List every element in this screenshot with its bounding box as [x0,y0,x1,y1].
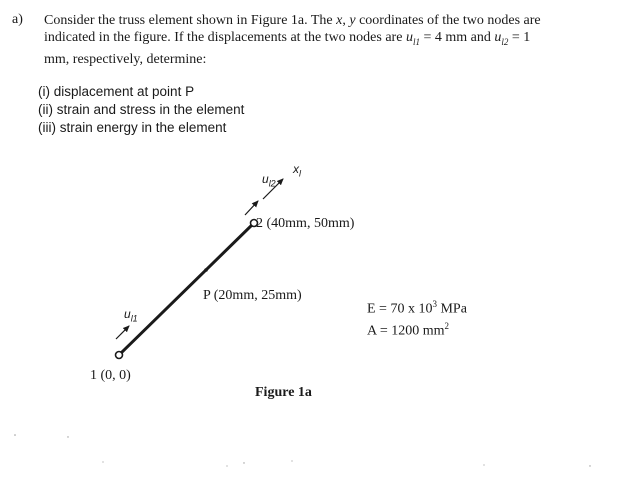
youngs-modulus-exponent: 3 [432,299,437,309]
cross-section-area-value: A = 1200 mm [367,323,445,339]
u-l2-label-sub: l2 [268,178,276,189]
u-l1-subscript: l1 [412,36,420,47]
figure-caption: Figure 1a [255,385,312,400]
u-l1-symbol: u [405,30,413,45]
u-l1-label [124,307,138,323]
intro-line-3: mm, respectively, determine: [44,51,207,67]
task-item: (iii) strain energy in the element [38,120,227,135]
question-label: a) [12,12,23,27]
scan-noise [14,434,591,466]
x-local-label-main: x [293,162,299,176]
node-2-label: 2 (40mm, 50mm) [256,216,355,231]
u-l1-arrow [116,326,129,339]
intro-y-var: y [349,13,356,28]
intro-text-1: Consider the truss element shown in Figure 1a. The [44,13,333,28]
u-l1-label-main: u [124,307,131,321]
point-p-marker [204,268,208,272]
intro-eq-2: = 1 [511,30,531,45]
intro-text-2a: indicated in the figure. If the displacements at the two nodes are [44,30,403,45]
cross-section-area [367,318,467,340]
intro-x-var: x [336,13,343,28]
youngs-modulus [367,296,467,318]
u-l1-label-sub: l1 [130,313,138,324]
intro-text-1b: coordinates of the two nodes are [359,13,541,28]
u-l2-arrow [245,201,258,215]
u-l2-label [262,172,276,188]
youngs-modulus-value: E = 70 x 10 [367,301,433,317]
youngs-modulus-unit: MPa [436,301,467,317]
node-1-label: 1 (0, 0) [90,368,131,383]
task-item: (i) displacement at point P [38,84,195,99]
cross-section-area-exponent: 2 [444,320,450,331]
material-properties [367,296,467,339]
x-local-label-sub: l [299,168,301,179]
u-l2-subscript: l2 [501,36,509,47]
node-1-marker [116,352,123,359]
u-l2-label-main: u [262,172,269,186]
point-p-label: P (20mm, 25mm) [203,288,302,303]
u-l2-symbol: u [494,30,502,45]
intro-comma: , [342,13,346,28]
task-item: (ii) strain and stress in the element [38,102,245,117]
x-local-label [293,162,301,178]
intro-eq-1: = 4 mm and [423,30,491,45]
